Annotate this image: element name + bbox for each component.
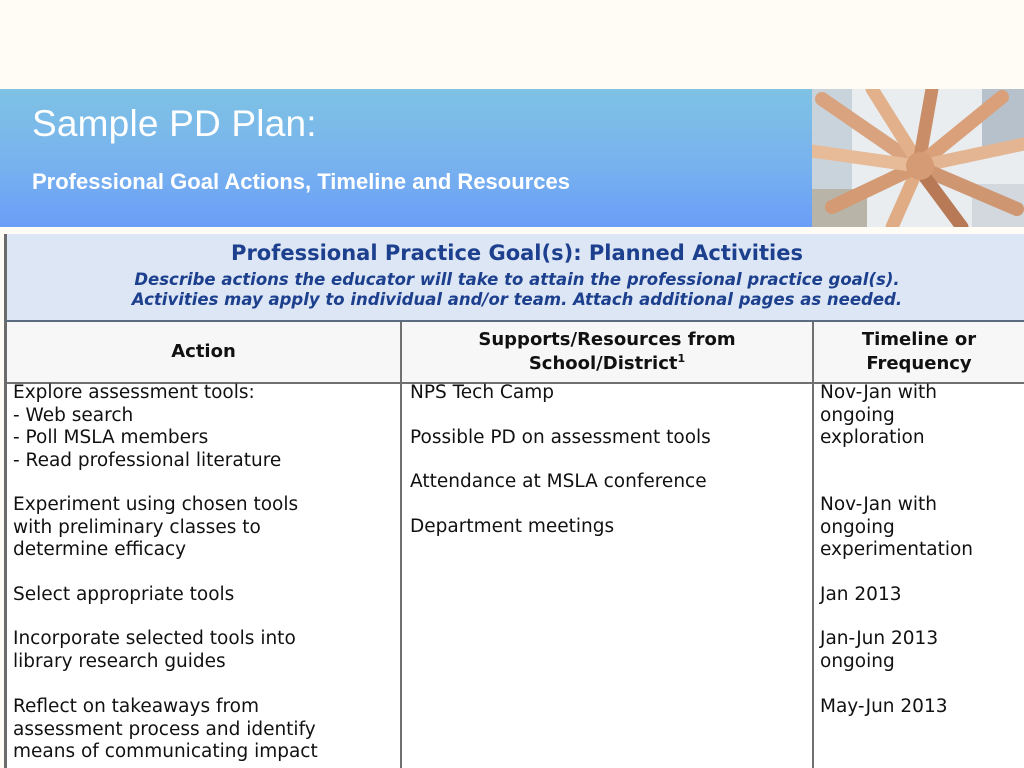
team-hands-photo (812, 89, 1024, 227)
column-header-timeline-line2: Frequency (866, 353, 972, 374)
action-item: Incorporate selected tools into library research guides (13, 628, 296, 672)
column-divider (400, 322, 402, 768)
activities-table (4, 320, 1024, 768)
support-item: Attendance at MSLA conference (410, 471, 707, 492)
timeline-item: May-Jun 2013 (820, 696, 948, 717)
document-heading: Professional Practice Goal(s): Planned Activities (231, 241, 803, 265)
column-header-supports-line1: Supports/Resources from (478, 329, 736, 350)
title-banner (0, 89, 812, 227)
column-header-action (7, 322, 400, 382)
timeline-item: Jan 2013 (820, 584, 902, 605)
column-header-timeline-line1: Timeline or (861, 329, 977, 350)
pd-plan-document (4, 234, 1024, 768)
support-item: NPS Tech Camp (410, 382, 554, 403)
timeline-item: Nov-Jan with ongoing exploration (820, 382, 937, 448)
column-header-timeline (814, 322, 1024, 382)
support-item: Possible PD on assessment tools (410, 427, 711, 448)
column-divider (812, 322, 814, 768)
document-instructions-2: Activities may apply to individual and/or team. Attach additional pages as needed. (131, 290, 903, 309)
timeline-item: Nov-Jan with ongoing experimentation (820, 494, 974, 560)
slide-subtitle: Professional Goal Actions, Timeline and Resources (32, 169, 570, 194)
team-hands-icon (812, 89, 1024, 227)
document-header (4, 234, 1024, 320)
action-item: Select appropriate tools (13, 584, 235, 605)
column-header-supports-line2: School/District (528, 353, 678, 374)
slide-title: Sample PD Plan: (32, 103, 317, 144)
footnote-marker: 1 (677, 352, 686, 365)
document-instructions-1: Describe actions the educator will take to attain the professional practice goal(s). (134, 270, 900, 289)
action-item: Reflect on takeaways from assessment process and identify means of communicating impact (13, 696, 318, 762)
column-header-supports (402, 322, 812, 382)
support-item: Department meetings (410, 516, 615, 537)
timeline-item: Jan-Jun 2013 ongoing (820, 628, 939, 672)
action-item: Explore assessment tools: - Web search - Poll MSLA members - Read professional literature (13, 382, 282, 471)
action-item: Experiment using chosen tools with preliminary classes to determine efficacy (13, 494, 299, 560)
column-header-action-label: Action (171, 341, 236, 362)
